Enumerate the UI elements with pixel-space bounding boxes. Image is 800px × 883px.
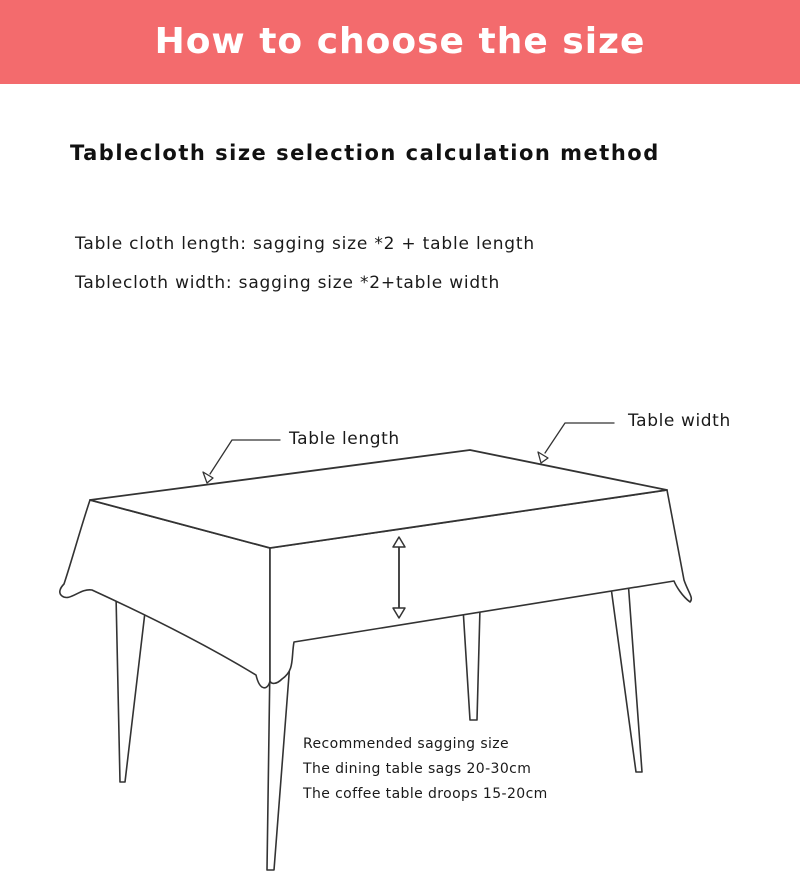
formula-width-text: Tablecloth width: sagging size *2+table width [75,273,501,293]
recommend-title: Recommended sagging size [303,736,510,752]
table-length-label: Table length [289,429,400,449]
table-leg-front-right [267,662,290,870]
formula-length-text: Table cloth length: sagging size *2 + table length [75,234,535,254]
length-leader-line [210,440,280,474]
banner-title: How to choose the size [154,21,646,62]
table-leg-back-middle [463,608,480,720]
recommended-sag-note [303,732,548,807]
width-leader-line [545,423,614,453]
table-width-label: Table width [628,411,731,431]
recommend-dining: The dining table sags 20-30cm [303,761,532,777]
table-leg-back-right [610,580,642,772]
header-banner [0,0,800,84]
method-heading: Tablecloth size selection calculation method [70,141,660,165]
length-pointer-icon [203,472,213,483]
table-illustration [0,380,800,883]
recommend-coffee: The coffee table droops 15-20cm [303,786,548,802]
table-leg-front-left [116,595,147,782]
width-pointer-icon [538,452,548,463]
tablecloth-diagram [0,380,800,883]
